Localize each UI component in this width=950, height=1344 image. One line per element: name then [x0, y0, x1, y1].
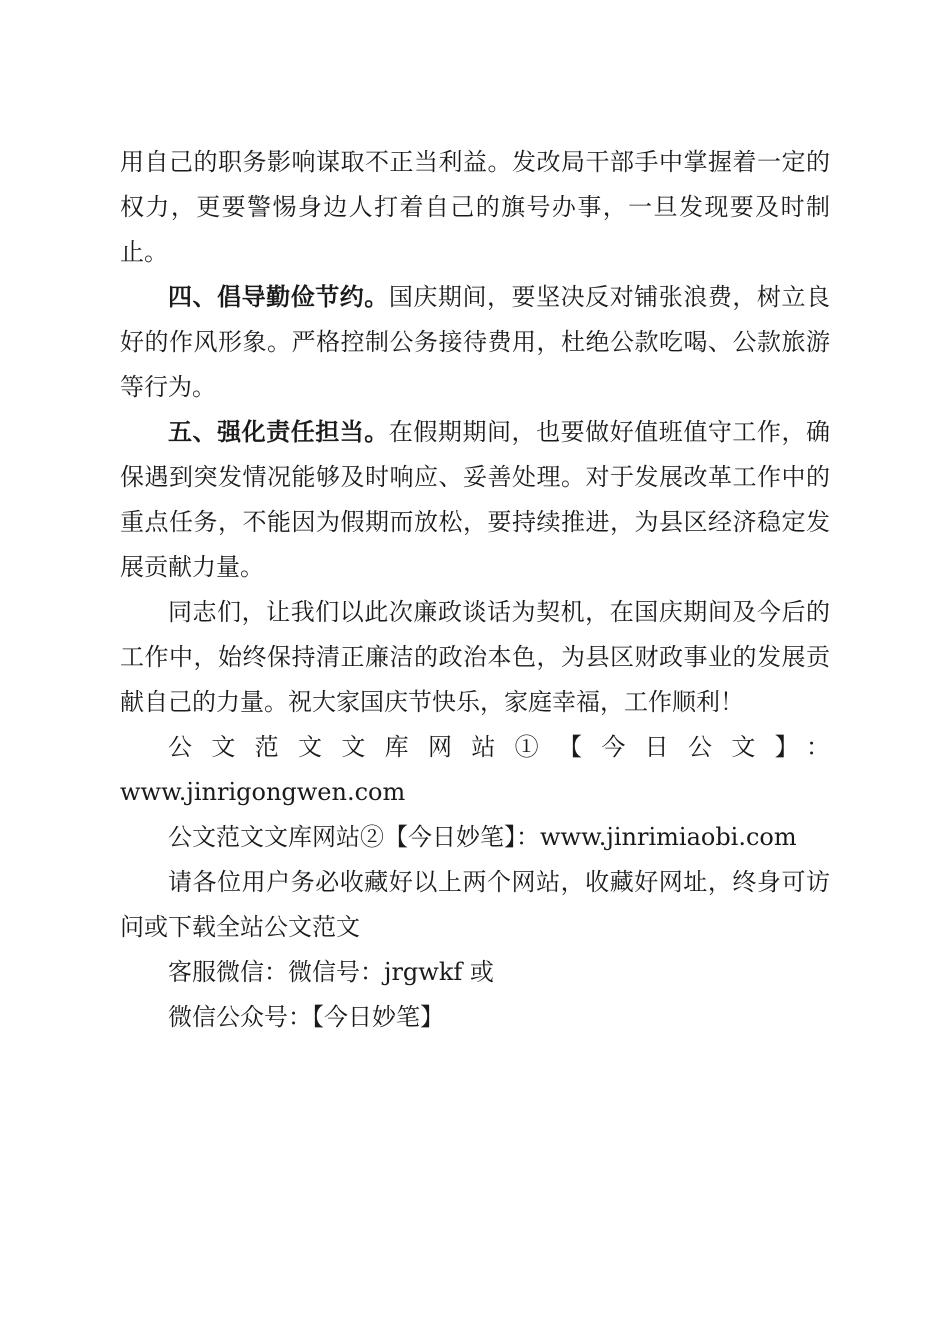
paragraph-responsibility-body: 在假期期间，也要做好值班值守工作，确保遇到突发情况能够及时响应、妥善处理。对于发展改革工作中的重点任务，不能因为假期而放松，要持续推进，为县区经济稳定发展贡献力量。 [120, 418, 831, 581]
footer-wechat: 客服微信：微信号：jrgwkf 或 [168, 958, 494, 986]
paragraph-responsibility [120, 410, 830, 590]
heading-responsibility: 五、强化责任担当。 [168, 418, 389, 446]
footer-site1-label: 公文范文文库网站①【今日公文】： [168, 733, 830, 761]
footer-site2: 公文范文文库网站②【今日妙笔】：www.jinrimiaobi.com [168, 823, 797, 851]
paragraph-frugality [120, 275, 830, 410]
paragraph-closing: 同志们，让我们以此次廉政谈话为契机，在国庆期间及今后的工作中，始终保持清正廉洁的政治本色，为县区财政事业的发展贡献自己的力量。祝大家国庆节快乐，家庭幸福，工作顺利！ [120, 598, 830, 716]
document-body [120, 140, 830, 1040]
paragraph-integrity-continued: 用自己的职务影响谋取不正当利益。发改局干部手中掌握着一定的权力，更要警惕身边人打着自己的旗号办事，一旦发现要及时制止。 [120, 148, 830, 266]
footer-site1-url: www.jinrigongwen.com [120, 778, 406, 806]
footer-notice: 请各位用户务必收藏好以上两个网站，收藏好网址，终身可访问或下载全站公文范文 [120, 868, 830, 941]
footer-public-account: 微信公众号：【今日妙笔】 [168, 1003, 444, 1031]
paragraph-frugality-body: 国庆期间，要坚决反对铺张浪费，树立良好的作风形象。严格控制公务接待费用，杜绝公款吃喝、公款旅游等行为。 [120, 283, 831, 401]
heading-frugality: 四、倡导勤俭节约。 [168, 283, 389, 311]
